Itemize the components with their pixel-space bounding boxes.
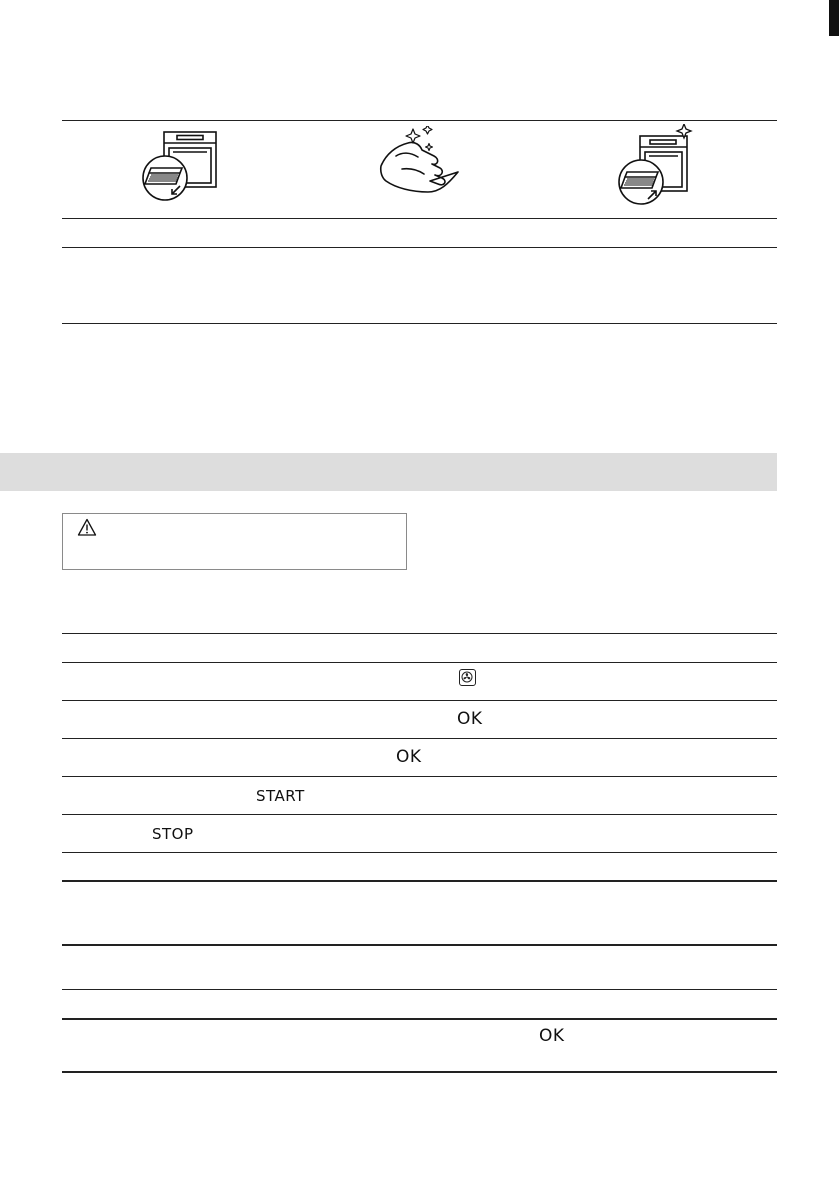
oven-remove-tray-icon — [138, 128, 220, 206]
ok-label-step-3: OK — [457, 709, 483, 729]
ok-label-table2: OK — [539, 1026, 565, 1046]
table2-rule — [62, 944, 777, 946]
table2-rule — [62, 989, 777, 990]
steps-rule — [62, 776, 777, 777]
table-rule-bottom — [62, 323, 777, 324]
steps-rule — [62, 633, 777, 634]
table2-rule-bottom — [62, 1071, 777, 1073]
steps-rule — [62, 852, 777, 853]
section-heading-band — [0, 453, 777, 491]
steps-rule — [62, 700, 777, 701]
steps-rule — [62, 814, 777, 815]
steps-rule — [62, 738, 777, 739]
warning-triangle-icon — [77, 518, 97, 537]
table2-rule — [62, 1018, 777, 1020]
table-rule-top — [62, 120, 777, 121]
steps-rule — [62, 662, 777, 663]
stop-label: STOP — [152, 825, 194, 843]
warning-box — [62, 513, 407, 570]
table-rule — [62, 247, 777, 248]
table-rule — [62, 218, 777, 219]
fan-button-icon — [459, 669, 476, 686]
ok-label-step-4: OK — [396, 747, 422, 767]
start-label: START — [256, 787, 305, 805]
table2-rule — [62, 880, 777, 882]
page-edge-tab — [829, 0, 839, 36]
hand-wipe-cloth-icon — [378, 126, 462, 198]
oven-insert-tray-clean-icon — [614, 124, 696, 208]
